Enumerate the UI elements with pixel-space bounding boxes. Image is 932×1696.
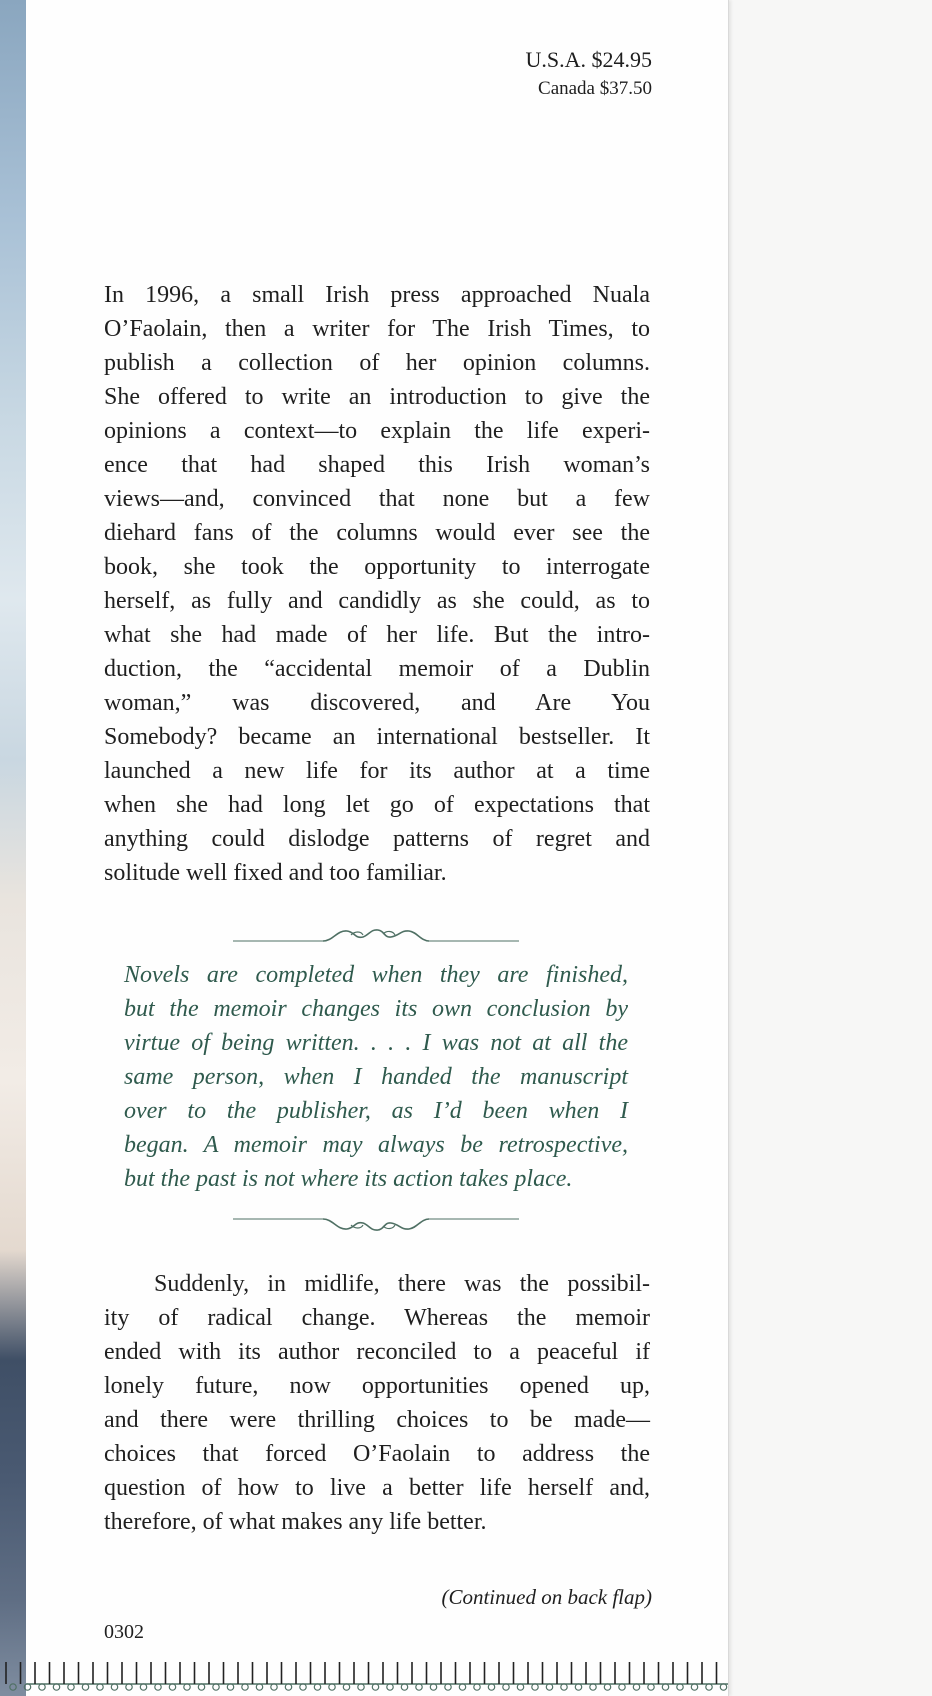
border-loop [198, 1684, 204, 1690]
border-loop [459, 1684, 465, 1690]
second-line: lonely future, now opportunities opened up, [104, 1373, 650, 1399]
border-loop [329, 1684, 335, 1690]
border-loop [430, 1684, 436, 1690]
border-loop [256, 1684, 262, 1690]
intro-line: opinions a context—to explain the life experi- [104, 418, 650, 444]
price-usa: U.S.A. $24.95 [525, 47, 652, 72]
intro-line: when she had long let go of expectations that [104, 792, 650, 818]
border-loop [474, 1684, 480, 1690]
intro-line: views—and, convinced that none but a few [104, 486, 650, 512]
border-loop [300, 1684, 306, 1690]
intro-line: book, she took the opportunity to interrogate [104, 554, 650, 580]
intro-line: herself, as fully and candidly as she could, as to [104, 588, 650, 614]
border-loop [633, 1684, 639, 1690]
second-line: therefore, of what makes any life better. [104, 1509, 487, 1535]
border-loop [590, 1684, 596, 1690]
intro-line: Somebody? became an international bestseller. It [104, 724, 650, 750]
border-loop [24, 1684, 30, 1690]
border-loop [111, 1684, 117, 1690]
intro-line: diehard fans of the columns would ever see the [104, 520, 650, 546]
second-paragraph [104, 1267, 650, 1539]
catalog-code: 0302 [104, 1621, 144, 1643]
border-loop [372, 1684, 378, 1690]
memoir-quote [124, 958, 628, 1196]
cover-art-edge [0, 0, 26, 1696]
border-loop [358, 1684, 364, 1690]
border-loop [126, 1684, 132, 1690]
border-loop [68, 1684, 74, 1690]
border-loop [503, 1684, 509, 1690]
border-loop [720, 1684, 726, 1690]
second-line: choices that forced O’Faolain to address the [104, 1441, 650, 1467]
intro-line: publish a collection of her opinion columns. [104, 350, 650, 376]
border-loop [677, 1684, 683, 1690]
quote-line: began. A memoir may always be retrospective, [124, 1132, 628, 1158]
quote-line: but the memoir changes its own conclusion by [124, 996, 628, 1022]
intro-line: solitude well fixed and too familiar. [104, 860, 447, 886]
continued-on-back-flap-note: (Continued on back flap) [441, 1585, 652, 1609]
second-line: Suddenly, in midlife, there was the possibil- [154, 1271, 650, 1297]
intro-line: ence that had shaped this Irish woman’s [104, 452, 650, 478]
border-loop [387, 1684, 393, 1690]
border-loop [532, 1684, 538, 1690]
border-loop [401, 1684, 407, 1690]
intro-line: woman,” was discovered, and Are You [104, 690, 650, 716]
border-loop [662, 1684, 668, 1690]
border-loop [561, 1684, 567, 1690]
border-loop [546, 1684, 552, 1690]
intro-line: launched a new life for its author at a time [104, 758, 650, 784]
second-line: question of how to live a better life herself and, [104, 1475, 650, 1501]
border-loop [445, 1684, 451, 1690]
quote-line: same person, when I handed the manuscript [124, 1064, 628, 1090]
quote-line: virtue of being written. . . . I was not at all the [124, 1030, 628, 1056]
second-line: ity of radical change. Whereas the memoir [104, 1305, 650, 1331]
decorative-border-pattern [0, 1654, 728, 1696]
price-canada: Canada $37.50 [538, 78, 652, 99]
border-loop [604, 1684, 610, 1690]
border-loop [10, 1684, 16, 1690]
border-loop [82, 1684, 88, 1690]
ornament-divider-top [233, 922, 519, 946]
intro-line: She offered to write an introduction to give the [104, 384, 650, 410]
border-loop [517, 1684, 523, 1690]
ornament-divider-bottom [233, 1212, 519, 1236]
border-loop [648, 1684, 654, 1690]
border-loop [97, 1684, 103, 1690]
border-loop [53, 1684, 59, 1690]
border-loop [488, 1684, 494, 1690]
intro-paragraph [104, 278, 650, 890]
border-loop [271, 1684, 277, 1690]
intro-line: what she had made of her life. But the intro- [104, 622, 650, 648]
border-loop [39, 1684, 45, 1690]
border-loop [184, 1684, 190, 1690]
quote-line: but the past is not where its action takes place. [124, 1166, 573, 1192]
quote-line: over to the publisher, as I’d been when I [124, 1098, 628, 1124]
border-loop [691, 1684, 697, 1690]
border-loop [343, 1684, 349, 1690]
second-line: and there were thrilling choices to be made— [104, 1407, 650, 1433]
border-loop [706, 1684, 712, 1690]
border-loop [416, 1684, 422, 1690]
background-edge [729, 0, 932, 1696]
border-loop [227, 1684, 233, 1690]
border-loop [314, 1684, 320, 1690]
border-loop [213, 1684, 219, 1690]
second-line: ended with its author reconciled to a peaceful if [104, 1339, 650, 1365]
intro-line: duction, the “accidental memoir of a Dublin [104, 656, 650, 682]
border-loop [242, 1684, 248, 1690]
border-loop [169, 1684, 175, 1690]
intro-line: anything could dislodge patterns of regret and [104, 826, 650, 852]
border-loop [285, 1684, 291, 1690]
border-loop [575, 1684, 581, 1690]
border-loop [619, 1684, 625, 1690]
quote-line: Novels are completed when they are finished, [124, 962, 628, 988]
border-loop [140, 1684, 146, 1690]
intro-line: In 1996, a small Irish press approached Nuala [104, 282, 650, 308]
intro-line: O’Faolain, then a writer for The Irish Times, to [104, 316, 650, 342]
border-loop [155, 1684, 161, 1690]
